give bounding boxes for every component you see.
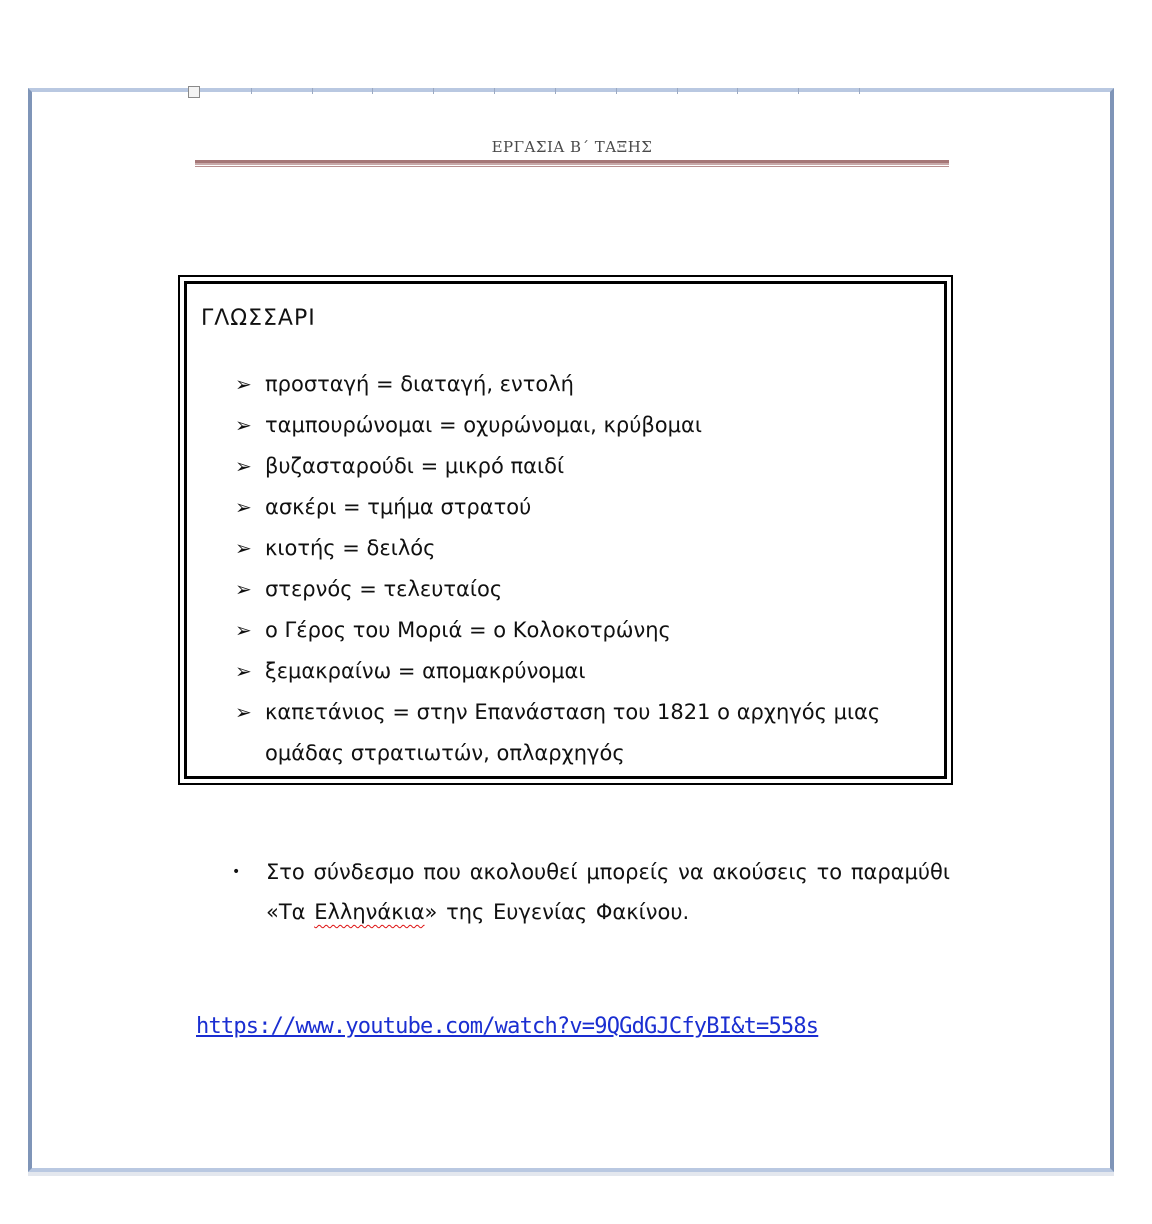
header-divider-thin — [195, 166, 949, 167]
ruler-tick — [251, 88, 312, 94]
arrow-bullet-icon: ➢ — [235, 659, 252, 683]
bullet-icon: • — [232, 864, 241, 880]
glossary-item — [235, 528, 935, 569]
arrow-bullet-icon: ➢ — [235, 372, 252, 396]
page-bottom-edge — [28, 1172, 1114, 1176]
arrow-bullet-icon: ➢ — [235, 536, 252, 560]
link-intro-paragraph — [228, 852, 950, 932]
glossary-item-text: ασκέρι = τμήμα στρατού — [265, 495, 532, 519]
glossary-item-text: στερνός = τελευταίος — [265, 577, 503, 601]
spellcheck-flagged-word[interactable]: Ελληνάκια — [314, 900, 425, 924]
paragraph-text-start: Στο σύνδεσμο που ακολουθεί μπορείς να ακούσεις το παραμύθι «Τα — [266, 860, 950, 924]
glossary-item-text: προσταγή = διαταγή, εντολή — [265, 372, 574, 396]
glossary-item-text: κιοτής = δειλός — [265, 536, 436, 560]
arrow-bullet-icon: ➢ — [235, 495, 252, 519]
link-intro-text — [266, 852, 950, 932]
ruler-tick — [494, 88, 555, 94]
glossary-item — [235, 569, 935, 610]
glossary-item-text: ξεμακραίνω = απομακρύνομαι — [265, 659, 586, 683]
page-header: ΕΡΓΑΣΙΑ Β΄ ΤΑΞΗΣ — [491, 138, 653, 156]
arrow-bullet-icon: ➢ — [235, 454, 252, 478]
glossary-item — [235, 405, 935, 446]
glossary-item — [235, 651, 935, 692]
glossary-box — [178, 275, 953, 785]
glossary-item — [235, 487, 935, 528]
ruler-tick — [312, 88, 373, 94]
glossary-item — [235, 610, 935, 651]
ruler-tick — [372, 88, 433, 94]
youtube-link[interactable]: https://www.youtube.com/watch?v=9QGdGJCfyBI&t=558s — [196, 1014, 819, 1039]
ruler-tick — [859, 88, 920, 94]
ruler-tick — [555, 88, 616, 94]
glossary-item-text: καπετάνιος = στην Επανάσταση του 1821 ο αρχηγός μιας ομάδας στρατιωτών, οπλαρχηγός — [265, 700, 881, 765]
arrow-bullet-icon: ➢ — [235, 700, 252, 724]
glossary-item — [235, 446, 935, 487]
ruler-tick — [433, 88, 494, 94]
glossary-item-text: ταμπουρώνομαι = οχυρώνομαι, κρύβομαι — [265, 413, 702, 437]
ruler-indent-handle[interactable] — [188, 86, 200, 98]
glossary-list — [235, 364, 935, 774]
ruler-tick — [677, 88, 738, 94]
arrow-bullet-icon: ➢ — [235, 577, 252, 601]
ruler — [190, 88, 920, 94]
ruler-tick — [616, 88, 677, 94]
paragraph-text-end: » της Ευγενίας Φακίνου. — [424, 900, 690, 924]
glossary-item-text: βυζασταρούδι = μικρό παιδί — [265, 454, 565, 478]
arrow-bullet-icon: ➢ — [235, 413, 252, 437]
glossary-box-inner — [184, 281, 947, 779]
glossary-title: ΓΛΩΣΣΑΡΙ — [201, 306, 316, 331]
glossary-item — [235, 364, 935, 405]
ruler-tick — [737, 88, 798, 94]
ruler-tick — [798, 88, 859, 94]
header-divider — [195, 160, 949, 165]
arrow-bullet-icon: ➢ — [235, 618, 252, 642]
glossary-item — [235, 692, 935, 774]
glossary-item-text: ο Γέρος του Μοριά = ο Κολοκοτρώνης — [265, 618, 671, 642]
